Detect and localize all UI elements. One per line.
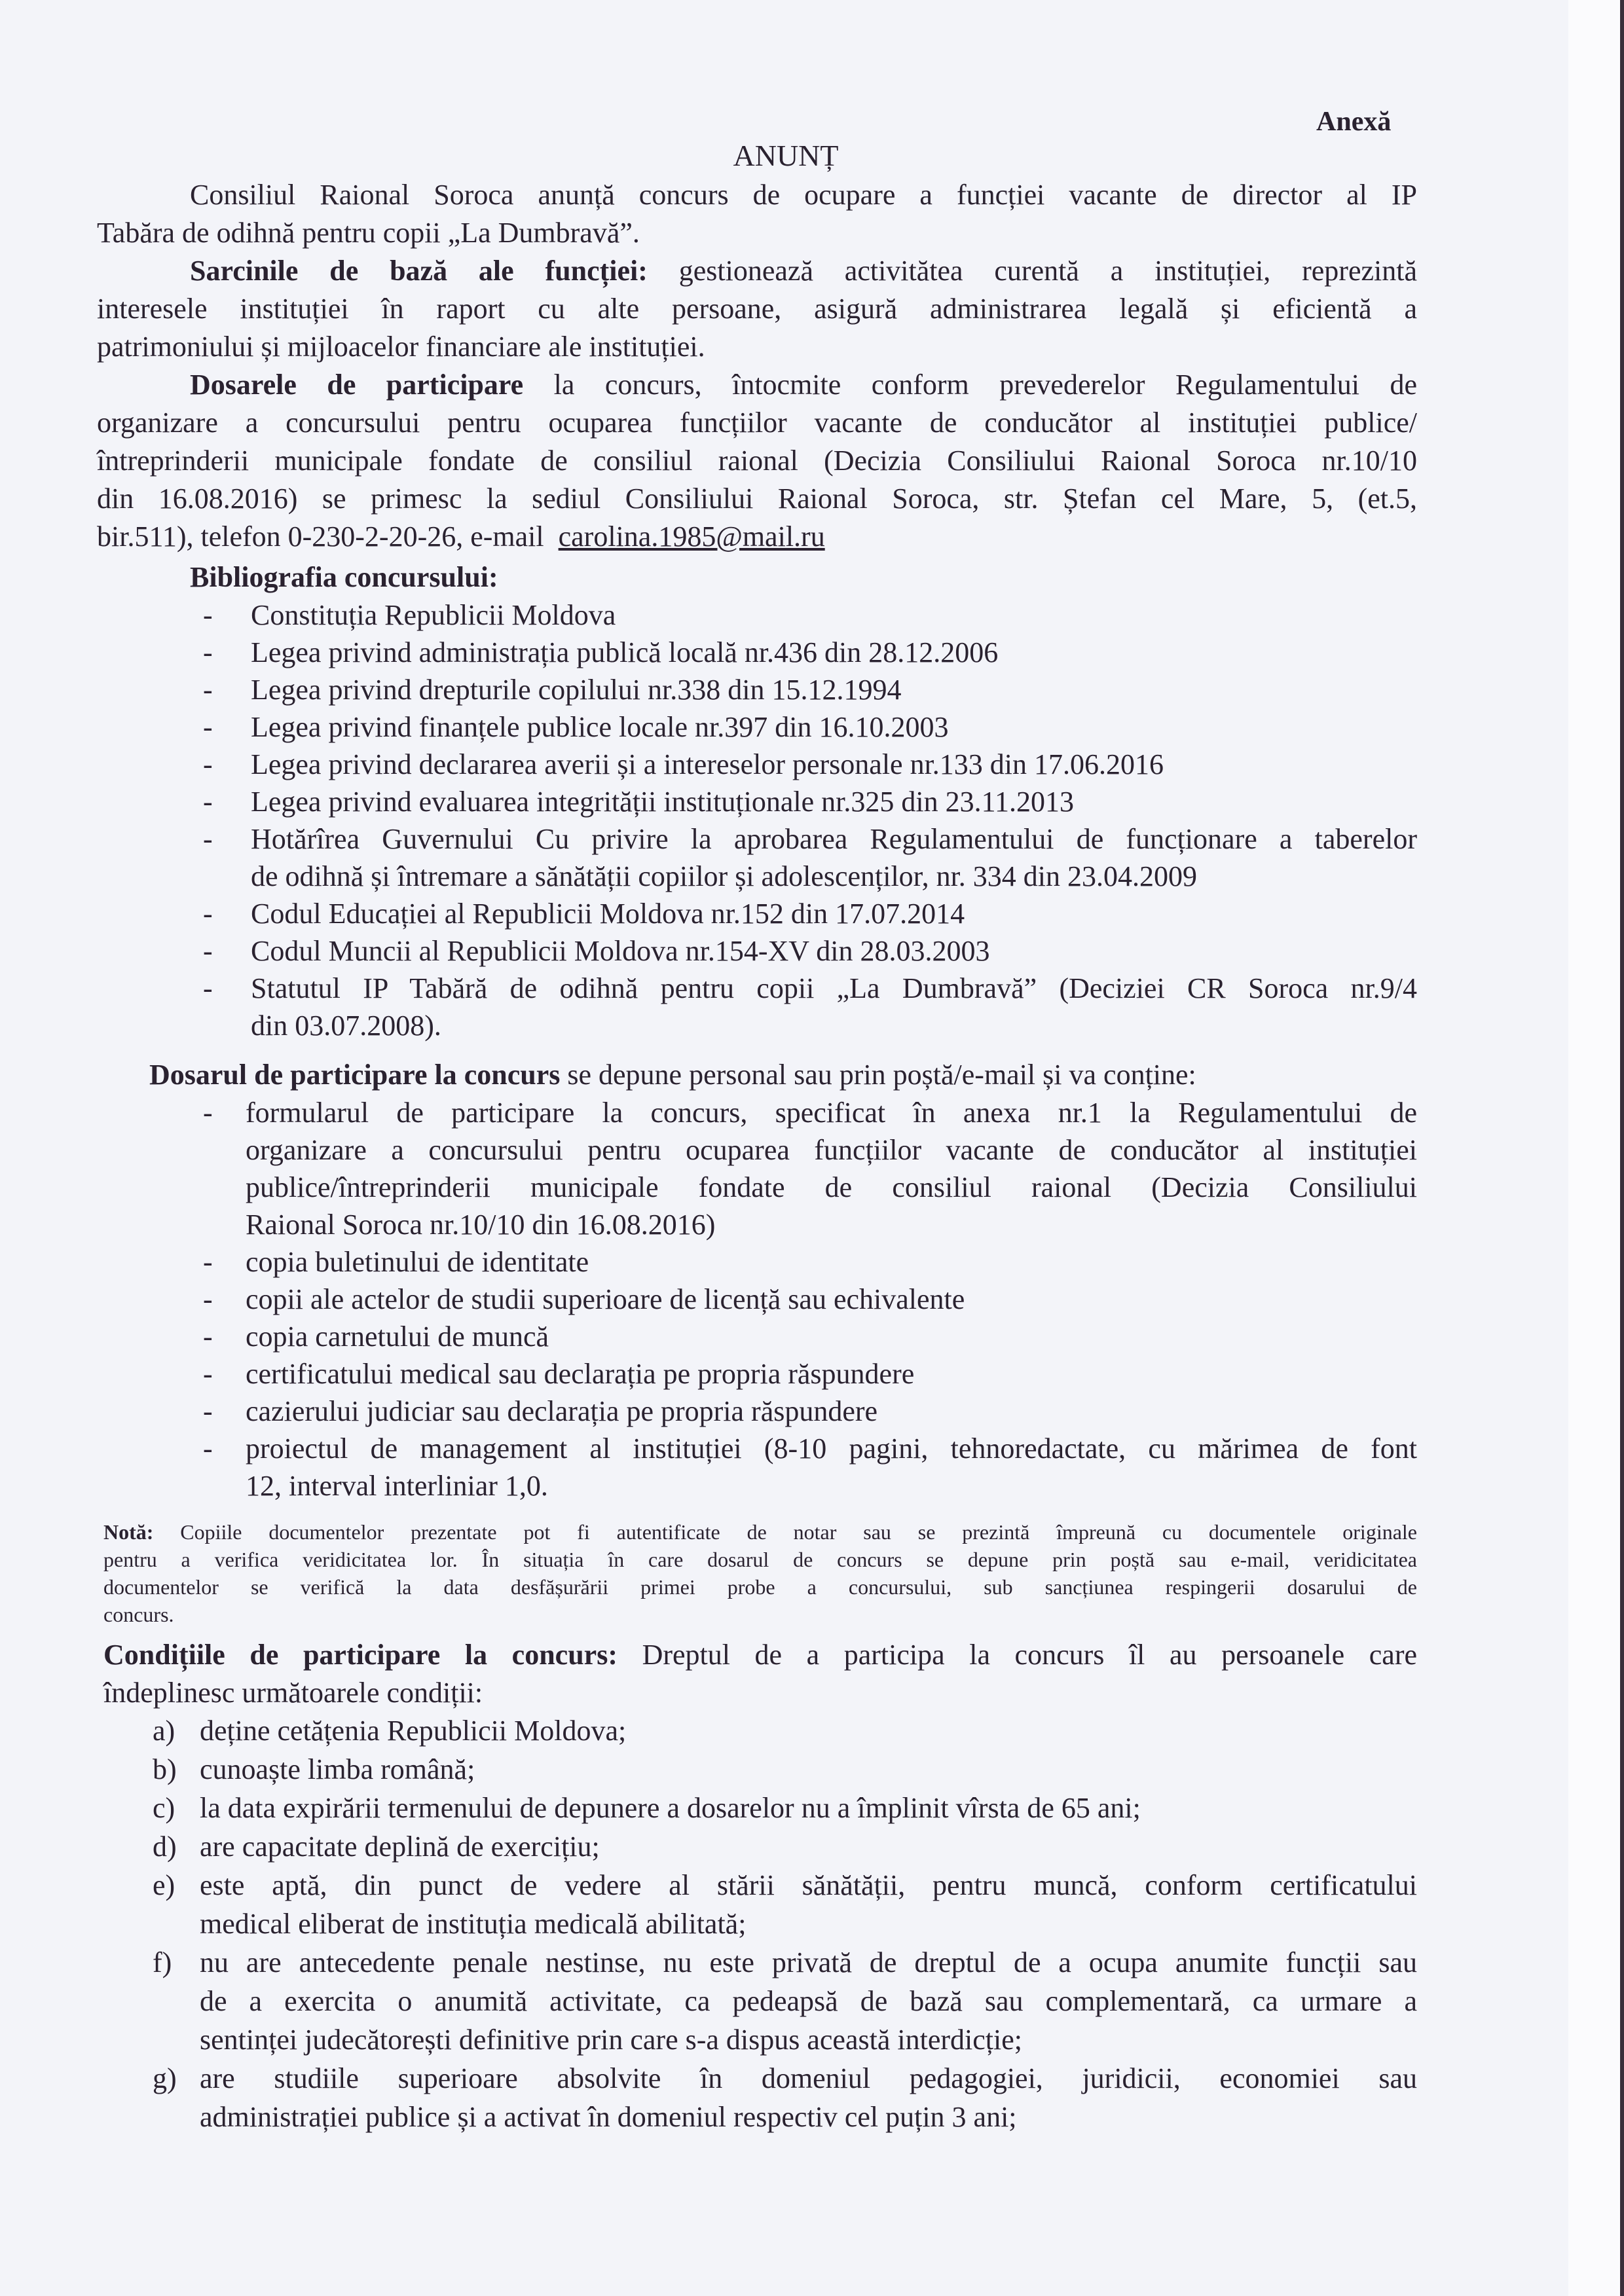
bullet-dash-icon: - [203, 823, 213, 855]
bibliography-title: Bibliografia concursului: [190, 561, 498, 593]
condition-marker: e) [153, 1869, 175, 1901]
note-label: Notă: [103, 1520, 154, 1544]
dossier-contents-rest: se depune personal sau prin poștă/e-mail și va conține: [567, 1059, 1196, 1091]
bullet-dash-icon: - [203, 636, 213, 668]
bibliography-item: Constituția Republicii Moldova [251, 599, 616, 631]
dossiers-line-2: organizare a concursului pentru ocuparea funcțiilor vacante de conducător al instituției publice/ [97, 407, 1417, 439]
dossier-contents-item: copia buletinului de identitate [246, 1246, 589, 1278]
bullet-dash-icon: - [203, 1321, 213, 1353]
bullet-dash-icon: - [203, 711, 213, 743]
note-line-4: concurs. [103, 1603, 174, 1626]
dossier-contents-item: copia carnetului de muncă [246, 1321, 549, 1353]
bullet-dash-icon: - [203, 1283, 213, 1315]
condition-item: deține cetățenia Republicii Moldova; [200, 1715, 627, 1747]
dossier-contents-item: Raional Soroca nr.10/10 din 16.08.2016) [246, 1209, 716, 1241]
dossier-contents-item: proiectul de management al instituției (8-10 pagini, tehnoredactate, cu mărimea de font [246, 1432, 1417, 1465]
note-line-1 [103, 1519, 1417, 1545]
bibliography-item: Hotărîrea Guvernului Cu privire la aprobarea Regulamentului de funcționare a taberelor [251, 823, 1417, 855]
tasks-line-1 [190, 254, 1417, 288]
condition-item: sentinței judecătorești definitive prin care s-a dispus această interdicție; [200, 2024, 1022, 2056]
dossier-contents-label: Dosarul de participare la concurs [149, 1059, 561, 1091]
bibliography-item: Codul Muncii al Republicii Moldova nr.154-XV din 28.03.2003 [251, 935, 990, 967]
bullet-dash-icon: - [203, 972, 213, 1004]
tasks-line-3: patrimoniului și mijloacelor financiare ale instituției. [97, 331, 705, 363]
tasks-label: Sarcinile de bază ale funcției: [190, 255, 648, 287]
bibliography-item: Legea privind declararea averii și a intereselor personale nr.133 din 17.06.2016 [251, 748, 1164, 780]
page-title-text: ANUNȚ [733, 139, 839, 172]
bullet-dash-icon: - [203, 1358, 213, 1390]
conditions-line-2: îndeplinesc următoarele condiții: [103, 1677, 483, 1709]
bullet-dash-icon: - [203, 935, 213, 967]
intro-line-2: Tabăra de odihnă pentru copii „La Dumbravă”. [97, 217, 640, 249]
dossier-contents-item: cazierului judiciar sau declarația pe propria răspundere [246, 1395, 878, 1427]
condition-item: cunoaște limba română; [200, 1753, 475, 1785]
tasks-line-2: interesele instituției în raport cu alte persoane, asigură administrarea legală și eficientă a [97, 293, 1417, 325]
bibliography-item: Codul Educației al Republicii Moldova nr.152 din 17.07.2014 [251, 898, 965, 930]
bullet-dash-icon: - [203, 1246, 213, 1278]
bullet-dash-icon: - [203, 1395, 213, 1427]
dossier-contents-heading [149, 1058, 1196, 1092]
condition-marker: d) [153, 1831, 177, 1863]
condition-item: administrației publice și a activat în domeniul respectiv cel puțin 3 ani; [200, 2101, 1017, 2133]
condition-item: de a exercita o anumită activitate, ca pedeapsă de bază sau complementară, ca urmare a [200, 1985, 1417, 2017]
condition-marker: g) [153, 2062, 177, 2094]
dossier-contents-item: publice/întreprinderii municipale fondate de consiliul raional (Decizia Consiliului [246, 1171, 1417, 1203]
condition-marker: b) [153, 1753, 177, 1785]
bullet-dash-icon: - [203, 1432, 213, 1465]
bullet-dash-icon: - [203, 599, 213, 631]
dossier-contents-item: 12, interval interliniar 1,0. [246, 1470, 548, 1502]
condition-marker: c) [153, 1792, 175, 1824]
bibliography-item: din 03.07.2008). [251, 1010, 441, 1042]
dossiers-line-1-text: la concurs, întocmite conform prevederelor Regulamentului de [553, 369, 1418, 401]
condition-marker: a) [153, 1715, 175, 1747]
bibliography-item: Legea privind drepturile copilului nr.338 din 15.12.1994 [251, 674, 902, 706]
bullet-dash-icon: - [203, 898, 213, 930]
email-link[interactable]: carolina.1985@mail.ru [558, 520, 825, 553]
bibliography-item: Legea privind administrația publică locală nr.436 din 28.12.2006 [251, 636, 999, 668]
bibliography-item: Legea privind finanțele publice locale nr.397 din 16.10.2003 [251, 711, 949, 743]
dossier-contents-item: organizare a concursului pentru ocuparea funcțiilor vacante de conducător al instituției [246, 1134, 1417, 1166]
dossiers-line-3: întreprinderii municipale fondate de consiliul raional (Decizia Consiliului Raional Soroca nr.10/10 [97, 445, 1417, 477]
bullet-dash-icon: - [203, 748, 213, 780]
dossiers-line-5 [97, 520, 825, 554]
dossier-contents-item: formularul de participare la concurs, specificat în anexa nr.1 la Regulamentului de [246, 1097, 1417, 1129]
dossiers-line-4: din 16.08.2016) se primesc la sediul Consiliului Raional Soroca, str. Ștefan cel Mare, 5, (et.5, [97, 483, 1417, 515]
bullet-dash-icon: - [203, 786, 213, 818]
condition-item: medical eliberat de instituția medicală abilitată; [200, 1908, 747, 1940]
bullet-dash-icon: - [203, 1097, 213, 1129]
intro-line-1: Consiliul Raional Soroca anunță concurs de ocupare a funcției vacante de director al IP [190, 179, 1417, 211]
page-edge-shadow [1620, 0, 1624, 2296]
condition-marker: f) [153, 1946, 172, 1978]
bibliography-item: Statutul IP Tabără de odihnă pentru copii „La Dumbravă” (Deciziei CR Soroca nr.9/4 [251, 972, 1417, 1004]
bibliography-item: Legea privind evaluarea integrității instituționale nr.325 din 23.11.2013 [251, 786, 1074, 818]
condition-item: este aptă, din punct de vedere al stării sănătății, pentru muncă, conform certificatului [200, 1869, 1417, 1901]
dossier-contents-item: certificatului medical sau declarația pe propria răspundere [246, 1358, 915, 1390]
page-title [0, 139, 1624, 173]
page-edge-strip [1568, 0, 1621, 2296]
condition-item: are studiile superioare absolvite în domeniul pedagogiei, juridicii, economiei sau [200, 2062, 1417, 2094]
bullet-dash-icon: - [203, 674, 213, 706]
conditions-line-1-text: Dreptul de a participa la concurs îl au persoanele care [642, 1639, 1417, 1671]
note-line-1-text: Copiile documentelor prezentate pot fi autentificate de notar sau se prezintă împreună cu documentele originale [180, 1520, 1418, 1544]
dossier-contents-item: copii ale actelor de studii superioare de licență sau echivalente [246, 1283, 965, 1315]
conditions-line-1 [103, 1638, 1417, 1672]
dossiers-line-1 [190, 368, 1417, 402]
condition-item: nu are antecedente penale nestinse, nu este privată de dreptul de a ocupa anumite funcții sau [200, 1946, 1417, 1978]
bibliography-item: de odihnă și întremare a sănătății copiilor și adolescenților, nr. 334 din 23.04.2009 [251, 860, 1198, 892]
note-line-3: documentelor se verifică la data desfășurării primei probe a concursului, sub sancțiunea respingerii dosarului de [103, 1575, 1417, 1599]
tasks-line-1-text: gestionează activitătea curentă a instituției, reprezintă [678, 255, 1417, 287]
note-line-2: pentru a verifica veridicitatea lor. În situația în care dosarul de concurs se depune prin poștă sau e-mail, veridicitatea [103, 1548, 1417, 1571]
condition-item: la data expirării termenului de depunere a dosarelor nu a împlinit vîrsta de 65 ani; [200, 1792, 1141, 1824]
dossiers-contact-text: bir.511), telefon 0-230-2-20-26, e-mail [97, 520, 544, 553]
condition-item: are capacitate deplină de exercițiu; [200, 1831, 600, 1863]
dossiers-label: Dosarele de participare [190, 369, 524, 401]
conditions-label: Condițiile de participare la concurs: [103, 1639, 618, 1671]
annex-label: Anexă [1316, 107, 1392, 137]
